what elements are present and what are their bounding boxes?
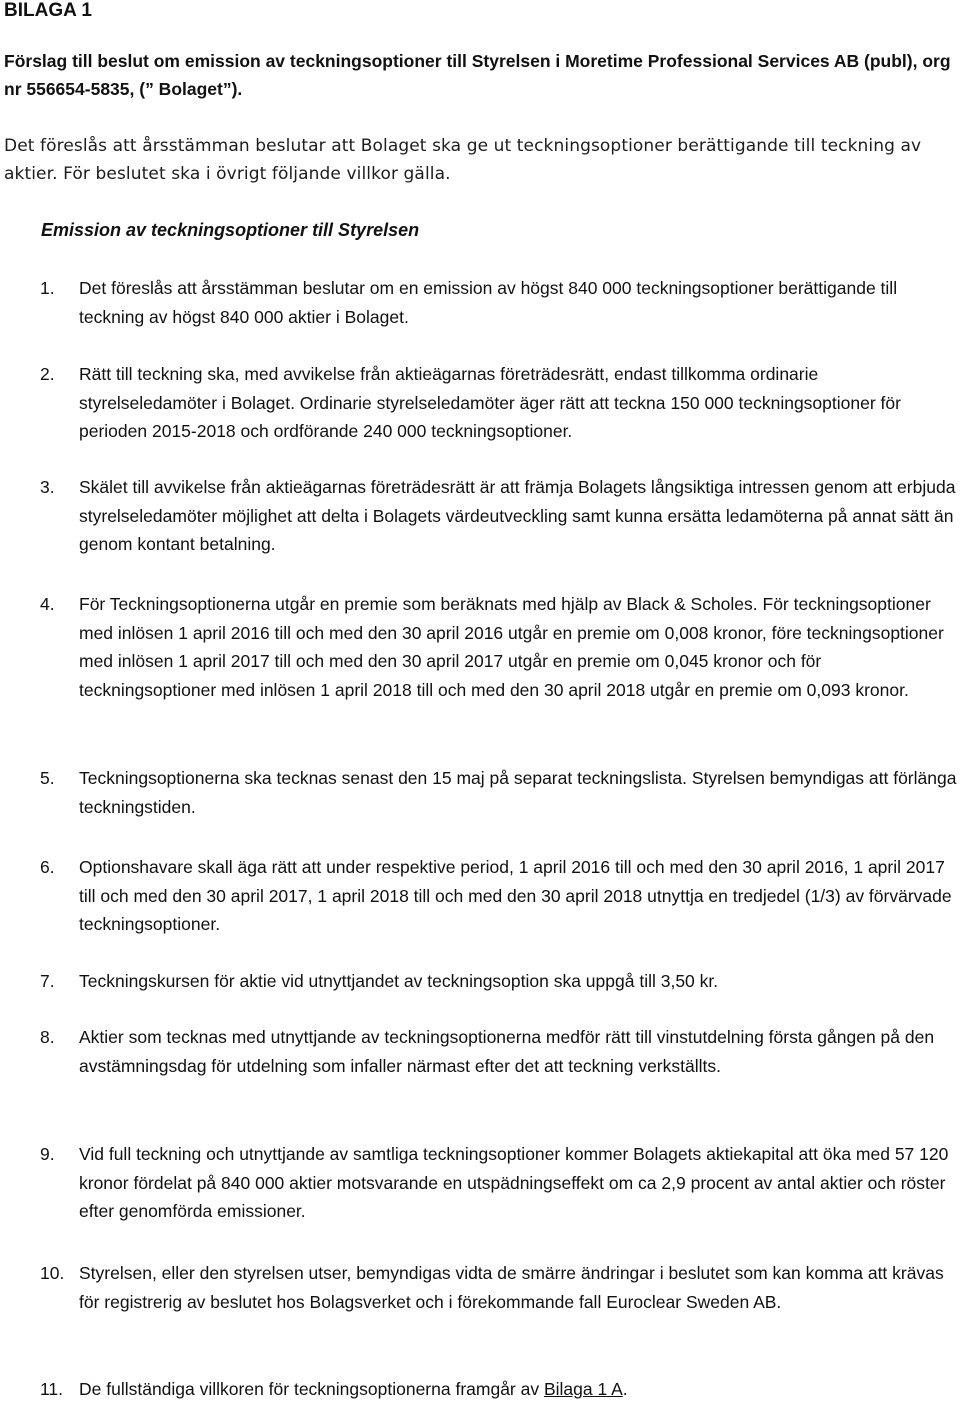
item-text: Optionshavare skall äga rätt att under respektive period, 1 april 2016 till och med den 30 april 2016, 1 april 2017 till och med den 30 april 2017, 1 april 2018 till och med den 30 april 2018 utnyttja en tredjedel (1/3) av förvärvade teckningsoptioner. [79,857,952,934]
item-text: Teckningskursen för aktie vid utnyttjandet av teckningsoption ska uppgå till 3,50 kr. [79,971,719,991]
item-number: 11. [40,1379,64,1399]
item-text: Styrelsen, eller den styrelsen utser, bemyndigas vidta de smärre ändringar i beslutet som kan komma att krävas för registrerig av beslutet hos Bolagsverket och i förekommande fall Euroclear Sweden AB. [79,1263,944,1312]
list-item [40,590,958,704]
item-text: Det föreslås att årsstämman beslutar om en emission av högst 840 000 teckningsoptioner berättigande till teckning av högst 840 000 aktier i Bolaget. [79,278,898,327]
list-item [40,1375,958,1404]
list-item [40,274,958,331]
appendix-link[interactable]: Bilaga 1 A [543,1379,623,1399]
item-number: 1. [40,278,55,298]
list-item [40,853,958,939]
item-text: Skälet till avvikelse från aktieägarnas företrädesrätt är att främja Bolagets långsiktiga intressen genom att erbjuda styrelseledamöter möjlighet att delta i Bolagets värdeutveckling samt kunna ersätta ledamöterna på annat sätt än genom kontant betalning. [79,477,956,554]
item-number: 2. [40,364,55,384]
list-item [40,1023,958,1080]
item-text: Teckningsoptionerna ska tecknas senast den 15 maj på separat teckningslista. Styrelsen bemyndigas att förlänga teckningstiden. [79,768,957,817]
list-item [40,967,958,996]
list-item [40,764,958,821]
item-text-content: De fullständiga villkoren för teckningsoptionerna framgår av [79,1379,544,1399]
section-subheading: Emission av teckningsoptioner till Styrelsen [41,220,420,240]
item-number: 6. [40,857,55,877]
item-text: För Teckningsoptionerna utgår en premie som beräknats med hjälp av Black & Scholes. För teckningsoptioner med inlösen 1 april 2016 till och med den 30 april 2016 utgår en premie om 0,008 kronor, före teckningsoptioner med inlösen 1 april 2017 till och med den 30 april 2017 utgår en premie om 0,045 kronor och för teckningsoptioner med inlösen 1 april 2018 till och med den 30 april 2018 utgår en premie om 0,093 kronor. [79,594,944,700]
list-item [40,473,958,559]
list-item [40,360,958,446]
item-number: 4. [40,594,55,614]
item-number: 3. [40,477,55,497]
proposal-heading: Förslag till beslut om emission av teckningsoptioner till Styrelsen i Moretime Professional Services AB (publ), org nr 556654-5835, (” Bolaget”). [4,51,951,99]
intro-paragraph: Det föreslås att årsstämman beslutar att Bolaget ska ge ut teckningsoptioner berättigande till teckning av aktier. För beslutet ska i övrigt följande villkor gälla. [4,136,922,184]
item-text: Vid full teckning och utnyttjande av samtliga teckningsoptioner kommer Bolagets aktiekapital att öka med 57 120 kronor fördelat på 840 000 aktier motsvarande en utspädningseffekt om ca 2,9 procent av antal aktier och röster efter genomförda emissioner. [79,1144,949,1221]
item-text: Aktier som tecknas med utnyttjande av teckningsoptionerna medför rätt till vinstutdelning första gången på den avstämningsdag för utdelning som infaller närmast efter det att teckning verkställts. [79,1027,935,1076]
item-text-suffix: . [622,1379,628,1399]
list-item [40,1140,958,1226]
item-number: 9. [40,1144,55,1164]
item-number: 10. [40,1263,65,1283]
list-item [40,1259,958,1316]
item-number: 5. [40,768,55,788]
item-text: Rätt till teckning ska, med avvikelse från aktieägarnas företrädesrätt, endast tillkomma ordinarie styrelseledamöter i Bolaget. Ordinarie styrelseledamöter äger rätt att teckna 150 000 teckningsoptioner för perioden 2015-2018 och ordförande 240 000 teckningsoptioner. [79,364,901,441]
item-text [79,1375,958,1404]
appendix-label: BILAGA 1 [4,0,92,21]
item-number: 8. [40,1027,55,1047]
item-number: 7. [40,971,55,991]
